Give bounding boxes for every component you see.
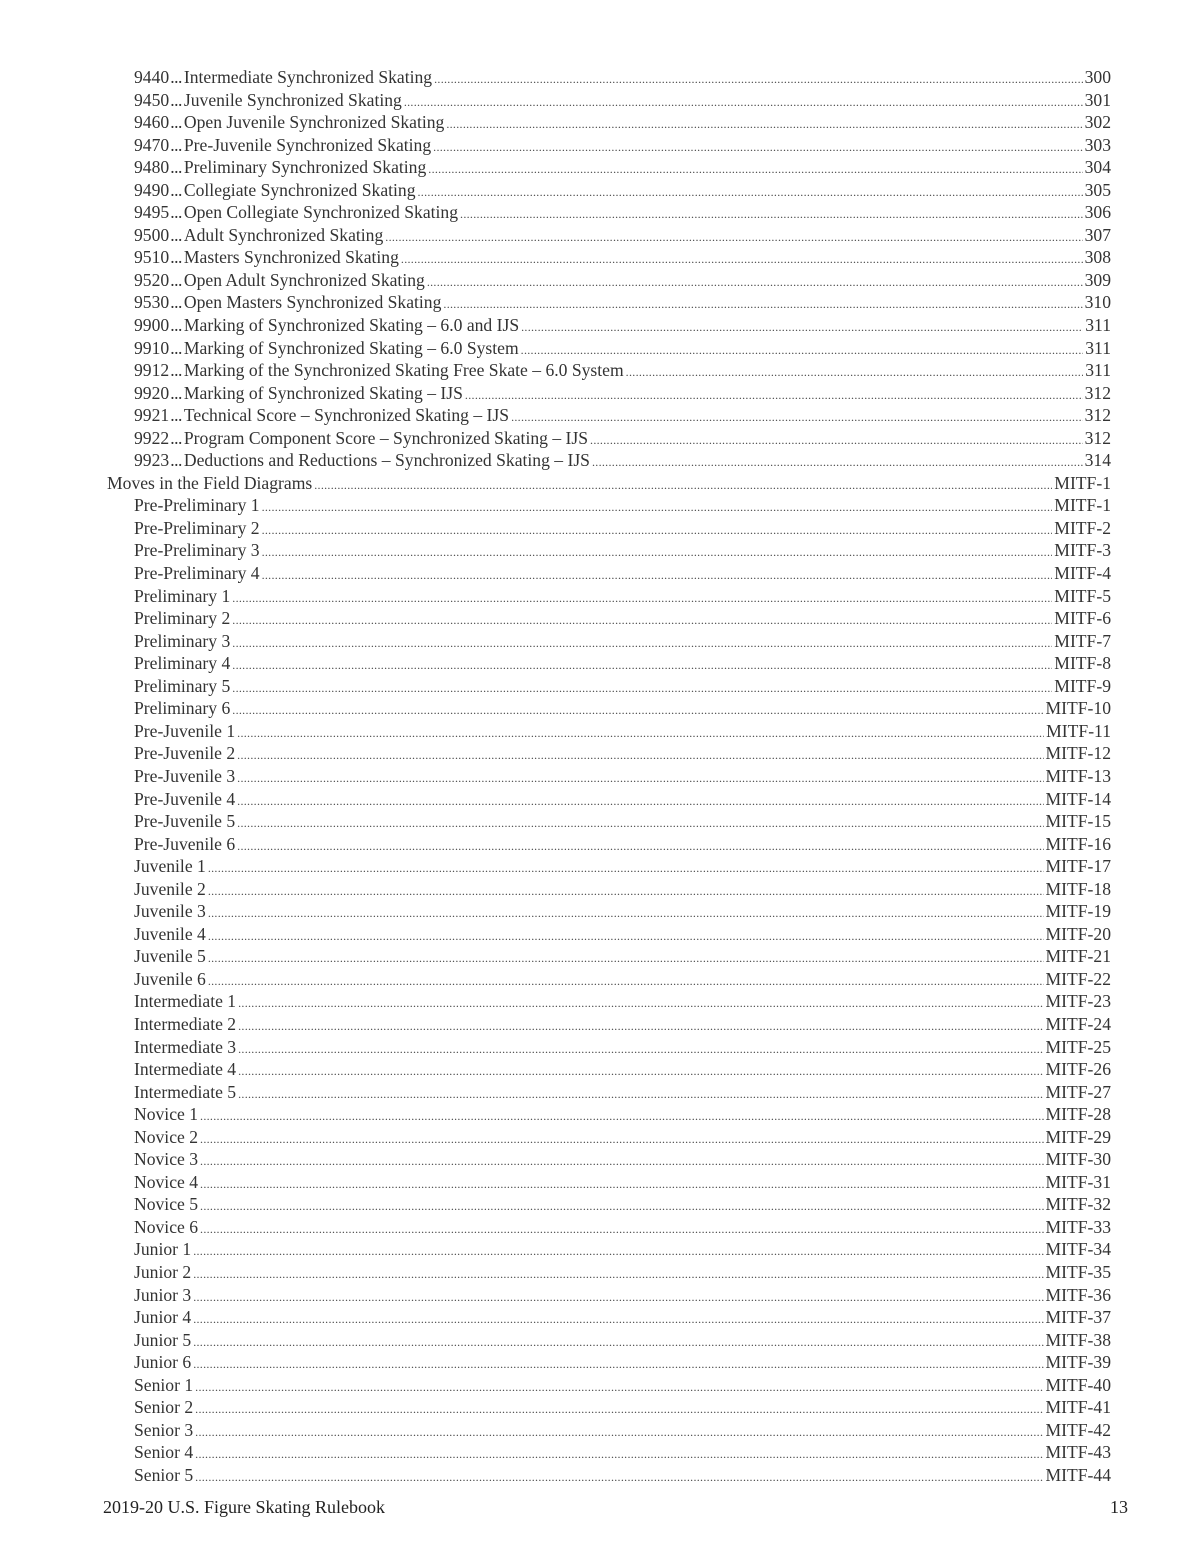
toc-entry-rule-number: 9490 ... bbox=[134, 179, 182, 200]
dot-leader bbox=[238, 1060, 1043, 1083]
toc-entry-title: Preliminary 3 bbox=[134, 630, 231, 651]
toc-entry[interactable] bbox=[107, 111, 1111, 134]
toc-entry-title: Preliminary 4 bbox=[134, 653, 231, 674]
dot-leader bbox=[195, 1421, 1043, 1444]
toc-entry-title: Novice 1 bbox=[134, 1104, 199, 1125]
toc-entry-page: MITF-16 bbox=[1045, 833, 1111, 854]
toc-entry-title: Marking of Synchronized Skating – IJS bbox=[183, 382, 463, 403]
toc-entry-title: Marking of Synchronized Skating – 6.0 and IJS bbox=[183, 315, 520, 336]
toc-entry[interactable] bbox=[107, 472, 1111, 495]
dot-leader bbox=[232, 587, 1052, 610]
toc-entry-page: MITF-13 bbox=[1045, 765, 1111, 786]
toc-entry-page: MITF-36 bbox=[1045, 1284, 1111, 1305]
toc-entry-page: MITF-33 bbox=[1045, 1216, 1111, 1237]
toc-entry-page: MITF-9 bbox=[1054, 675, 1111, 696]
toc-entry-page: MITF-31 bbox=[1045, 1171, 1111, 1192]
toc-entry-title: Intermediate 1 bbox=[134, 991, 237, 1012]
toc-entry-title: Juvenile 3 bbox=[134, 901, 206, 922]
dot-leader bbox=[232, 609, 1052, 632]
toc-entry-title: Pre-Juvenile 4 bbox=[134, 788, 236, 809]
dot-leader bbox=[262, 496, 1053, 519]
dot-leader bbox=[401, 248, 1083, 271]
toc-entry-page: MITF-32 bbox=[1045, 1194, 1111, 1215]
dot-leader bbox=[427, 271, 1083, 294]
dot-leader bbox=[237, 835, 1043, 858]
toc-entry-title: Junior 4 bbox=[134, 1307, 192, 1328]
dot-leader bbox=[237, 744, 1043, 767]
toc-entry-title: Moves in the Field Diagrams bbox=[107, 472, 313, 493]
toc-entry-rule-number: 9922 ... bbox=[134, 427, 182, 448]
toc-entry-title: Juvenile 5 bbox=[134, 946, 206, 967]
toc-entry-title: Open Adult Synchronized Skating bbox=[183, 269, 425, 290]
toc-entry[interactable] bbox=[107, 1419, 1111, 1442]
toc-entry-page: MITF-24 bbox=[1045, 1013, 1111, 1034]
dot-leader bbox=[200, 1105, 1043, 1128]
dot-leader bbox=[232, 677, 1052, 700]
toc-entry-title: Open Masters Synchronized Skating bbox=[183, 292, 442, 313]
dot-leader bbox=[208, 925, 1044, 948]
toc-entry-page: MITF-41 bbox=[1045, 1397, 1111, 1418]
toc-entry[interactable] bbox=[107, 66, 1111, 89]
dot-leader bbox=[443, 293, 1082, 316]
toc-entry[interactable] bbox=[107, 652, 1111, 675]
toc-entry-page: 310 bbox=[1084, 292, 1111, 313]
dot-leader bbox=[521, 316, 1083, 339]
toc-entry-title: Juvenile Synchronized Skating bbox=[183, 89, 402, 110]
dot-leader bbox=[195, 1376, 1043, 1399]
dot-leader bbox=[385, 226, 1082, 249]
toc-entry-title: Pre-Juvenile 1 bbox=[134, 720, 236, 741]
toc-entry-title: Program Component Score – Synchronized Skating – IJS bbox=[183, 427, 589, 448]
footer-page-number: 13 bbox=[1110, 1497, 1128, 1517]
dot-leader bbox=[262, 541, 1053, 564]
toc-entry[interactable] bbox=[107, 201, 1111, 224]
dot-leader bbox=[404, 91, 1083, 114]
toc-entry-title: Junior 3 bbox=[134, 1284, 192, 1305]
toc-entry-title: Deductions and Reductions – Synchronized Skating – IJS bbox=[183, 450, 590, 471]
toc-entry-title: Pre-Juvenile 2 bbox=[134, 743, 236, 764]
toc-entry-page: MITF-10 bbox=[1045, 698, 1111, 719]
toc-entry-page: MITF-4 bbox=[1054, 563, 1111, 584]
toc-entry[interactable] bbox=[107, 1396, 1111, 1419]
toc-entry-title: Juvenile 2 bbox=[134, 878, 206, 899]
toc-entry-page: 304 bbox=[1084, 157, 1111, 178]
toc-entry-page: MITF-28 bbox=[1045, 1104, 1111, 1125]
toc-entry-title: Pre-Preliminary 1 bbox=[134, 495, 260, 516]
dot-leader bbox=[208, 970, 1044, 993]
toc-entry-page: 305 bbox=[1084, 179, 1111, 200]
toc-entry-rule-number: 9450 ... bbox=[134, 89, 182, 110]
toc-entry-title: Senior 4 bbox=[134, 1442, 194, 1463]
toc-entry[interactable] bbox=[107, 630, 1111, 653]
toc-entry-title: Technical Score – Synchronized Skating – IJS bbox=[183, 405, 510, 426]
toc-entry-page: MITF-1 bbox=[1054, 495, 1111, 516]
toc-entry[interactable] bbox=[107, 1013, 1111, 1036]
dot-leader bbox=[590, 429, 1083, 452]
toc-entry-page: MITF-34 bbox=[1045, 1239, 1111, 1260]
toc-entry-rule-number: 9910 ... bbox=[134, 337, 182, 358]
dot-leader bbox=[200, 1173, 1043, 1196]
toc-entry-title: Juvenile 1 bbox=[134, 856, 206, 877]
toc-entry-page: MITF-1 bbox=[1054, 472, 1111, 493]
toc-entry-page: 311 bbox=[1085, 315, 1111, 336]
toc-entry-page: MITF-37 bbox=[1045, 1307, 1111, 1328]
toc-entry[interactable] bbox=[107, 224, 1111, 247]
dot-leader bbox=[460, 203, 1083, 226]
toc-entry-rule-number: 9520 ... bbox=[134, 269, 182, 290]
toc-entry-title: Juvenile 4 bbox=[134, 923, 206, 944]
toc-entry[interactable] bbox=[107, 1329, 1111, 1352]
toc-entry-page: MITF-22 bbox=[1045, 968, 1111, 989]
toc-entry[interactable] bbox=[107, 585, 1111, 608]
dot-leader bbox=[195, 1443, 1043, 1466]
dot-leader bbox=[238, 1038, 1043, 1061]
toc-entry[interactable] bbox=[107, 134, 1111, 157]
toc-entry-title: Senior 3 bbox=[134, 1419, 194, 1440]
toc-entry-page: 311 bbox=[1085, 360, 1111, 381]
toc-entry[interactable] bbox=[107, 1441, 1111, 1464]
toc-entry-title: Pre-Preliminary 3 bbox=[134, 540, 260, 561]
toc-entry-page: MITF-20 bbox=[1045, 923, 1111, 944]
toc-entry-page: 306 bbox=[1084, 202, 1111, 223]
dot-leader bbox=[208, 902, 1044, 925]
toc-entry[interactable] bbox=[107, 923, 1111, 946]
toc-entry[interactable] bbox=[107, 1103, 1111, 1126]
toc-entry-title: Intermediate 3 bbox=[134, 1036, 237, 1057]
toc-entry[interactable] bbox=[107, 742, 1111, 765]
toc-entry-title: Novice 6 bbox=[134, 1216, 199, 1237]
toc-entry-page: MITF-44 bbox=[1045, 1464, 1111, 1485]
dot-leader bbox=[232, 632, 1052, 655]
toc-entry[interactable] bbox=[107, 1193, 1111, 1216]
footer-book-title: 2019-20 U.S. Figure Skating Rulebook bbox=[103, 1497, 385, 1517]
toc-entry[interactable] bbox=[107, 404, 1111, 427]
table-of-contents bbox=[107, 66, 1111, 1486]
toc-entry-rule-number: 9923 ... bbox=[134, 450, 182, 471]
toc-entry-title: Novice 4 bbox=[134, 1171, 199, 1192]
dot-leader bbox=[262, 519, 1053, 542]
toc-entry-rule-number: 9480 ... bbox=[134, 157, 182, 178]
toc-entry-title: Intermediate 4 bbox=[134, 1059, 237, 1080]
toc-entry-page: 300 bbox=[1084, 67, 1111, 87]
toc-entry-page: 308 bbox=[1084, 247, 1111, 268]
dot-leader bbox=[626, 361, 1084, 384]
toc-entry[interactable] bbox=[107, 1284, 1111, 1307]
toc-entry-title: Collegiate Synchronized Skating bbox=[183, 179, 416, 200]
toc-entry[interactable] bbox=[107, 179, 1111, 202]
toc-entry-title: Novice 5 bbox=[134, 1194, 199, 1215]
toc-entry[interactable] bbox=[107, 382, 1111, 405]
toc-entry-page: MITF-27 bbox=[1045, 1081, 1111, 1102]
toc-entry-title: Masters Synchronized Skating bbox=[183, 247, 399, 268]
toc-entry-title: Junior 1 bbox=[134, 1239, 192, 1260]
toc-entry-rule-number: 9500 ... bbox=[134, 224, 182, 245]
toc-entry[interactable] bbox=[107, 720, 1111, 743]
toc-entry[interactable] bbox=[107, 990, 1111, 1013]
toc-entry-page: MITF-18 bbox=[1045, 878, 1111, 899]
toc-entry-rule-number: 9530 ... bbox=[134, 292, 182, 313]
toc-entry-title: Open Juvenile Synchronized Skating bbox=[183, 112, 445, 133]
dot-leader bbox=[238, 992, 1043, 1015]
toc-entry[interactable] bbox=[107, 1148, 1111, 1171]
toc-entry-page: MITF-3 bbox=[1054, 540, 1111, 561]
toc-entry[interactable] bbox=[107, 314, 1111, 337]
toc-entry-page: MITF-30 bbox=[1045, 1149, 1111, 1170]
toc-entry-rule-number: 9440 ... bbox=[134, 67, 182, 87]
toc-entry-page: MITF-6 bbox=[1054, 608, 1111, 629]
dot-leader bbox=[193, 1353, 1043, 1376]
toc-entry-page: MITF-35 bbox=[1045, 1261, 1111, 1282]
toc-entry-page: MITF-25 bbox=[1045, 1036, 1111, 1057]
toc-entry-page: MITF-21 bbox=[1045, 946, 1111, 967]
toc-entry-page: 307 bbox=[1084, 224, 1111, 245]
toc-entry-title: Pre-Preliminary 4 bbox=[134, 563, 260, 584]
toc-entry[interactable] bbox=[107, 1036, 1111, 1059]
dot-leader bbox=[195, 1398, 1043, 1421]
toc-entry[interactable] bbox=[107, 449, 1111, 472]
toc-entry[interactable] bbox=[107, 1351, 1111, 1374]
toc-entry-page: MITF-26 bbox=[1045, 1059, 1111, 1080]
toc-entry[interactable] bbox=[107, 945, 1111, 968]
toc-entry-rule-number: 9460 ... bbox=[134, 112, 182, 133]
toc-entry-title: Novice 3 bbox=[134, 1149, 199, 1170]
toc-entry-page: MITF-39 bbox=[1045, 1352, 1111, 1373]
toc-entry[interactable] bbox=[107, 1058, 1111, 1081]
toc-entry-title: Preliminary Synchronized Skating bbox=[183, 157, 427, 178]
dot-leader bbox=[200, 1195, 1043, 1218]
toc-entry-title: Juvenile 6 bbox=[134, 968, 206, 989]
dot-leader bbox=[200, 1128, 1043, 1151]
toc-entry[interactable] bbox=[107, 675, 1111, 698]
toc-entry-page: MITF-14 bbox=[1045, 788, 1111, 809]
dot-leader bbox=[195, 1466, 1043, 1489]
dot-leader bbox=[237, 812, 1043, 835]
toc-entry-page: MITF-42 bbox=[1045, 1419, 1111, 1440]
dot-leader bbox=[193, 1308, 1043, 1331]
toc-entry-title: Preliminary 2 bbox=[134, 608, 231, 629]
toc-entry-page: 301 bbox=[1084, 89, 1111, 110]
toc-entry[interactable] bbox=[107, 1306, 1111, 1329]
toc-entry[interactable] bbox=[107, 562, 1111, 585]
toc-entry-page: MITF-5 bbox=[1054, 585, 1111, 606]
toc-entry-page: 312 bbox=[1084, 382, 1111, 403]
toc-entry-page: 309 bbox=[1084, 269, 1111, 290]
toc-entry-page: 311 bbox=[1085, 337, 1111, 358]
toc-entry-page: 312 bbox=[1084, 427, 1111, 448]
dot-leader bbox=[232, 699, 1043, 722]
toc-entry[interactable] bbox=[107, 494, 1111, 517]
toc-entry[interactable] bbox=[107, 788, 1111, 811]
toc-entry-title: Intermediate Synchronized Skating bbox=[183, 67, 433, 87]
toc-entry-rule-number: 9900 ... bbox=[134, 315, 182, 336]
toc-entry-rule-number: 9921 ... bbox=[134, 405, 182, 426]
dot-leader bbox=[238, 1015, 1043, 1038]
toc-entry-title: Marking of Synchronized Skating – 6.0 System bbox=[183, 337, 519, 358]
dot-leader bbox=[232, 654, 1052, 677]
toc-entry[interactable] bbox=[107, 607, 1111, 630]
toc-entry-rule-number: 9495 ... bbox=[134, 202, 182, 223]
toc-entry-title: Pre-Preliminary 2 bbox=[134, 517, 260, 538]
toc-entry-title: Novice 2 bbox=[134, 1126, 199, 1147]
toc-entry-page: MITF-7 bbox=[1054, 630, 1111, 651]
dot-leader bbox=[511, 406, 1083, 429]
toc-entry-page: MITF-19 bbox=[1045, 901, 1111, 922]
dot-leader bbox=[465, 384, 1083, 407]
toc-entry-title: Pre-Juvenile Synchronized Skating bbox=[183, 134, 432, 155]
toc-entry[interactable] bbox=[107, 833, 1111, 856]
dot-leader bbox=[208, 947, 1044, 970]
toc-entry-title: Preliminary 5 bbox=[134, 675, 231, 696]
dot-leader bbox=[208, 857, 1044, 880]
toc-entry-title: Senior 1 bbox=[134, 1374, 194, 1395]
dot-leader bbox=[428, 158, 1082, 181]
toc-entry[interactable] bbox=[107, 878, 1111, 901]
dot-leader bbox=[200, 1218, 1043, 1241]
toc-entry[interactable] bbox=[107, 156, 1111, 179]
dot-leader bbox=[237, 767, 1043, 790]
toc-entry[interactable] bbox=[107, 1238, 1111, 1261]
toc-entry[interactable] bbox=[107, 968, 1111, 991]
toc-entry[interactable] bbox=[107, 1374, 1111, 1397]
dot-leader bbox=[237, 722, 1044, 745]
dot-leader bbox=[446, 113, 1082, 136]
toc-entry-title: Intermediate 2 bbox=[134, 1013, 237, 1034]
dot-leader bbox=[208, 880, 1044, 903]
toc-entry[interactable] bbox=[107, 246, 1111, 269]
toc-entry-page: MITF-43 bbox=[1045, 1442, 1111, 1463]
dot-leader bbox=[262, 564, 1053, 587]
toc-entry[interactable] bbox=[107, 427, 1111, 450]
toc-entry[interactable] bbox=[107, 359, 1111, 382]
dot-leader bbox=[238, 1083, 1043, 1106]
dot-leader bbox=[193, 1263, 1043, 1286]
dot-leader bbox=[592, 451, 1083, 474]
toc-entry-title: Adult Synchronized Skating bbox=[183, 224, 384, 245]
toc-entry[interactable] bbox=[107, 539, 1111, 562]
dot-leader bbox=[521, 339, 1084, 362]
dot-leader bbox=[193, 1331, 1043, 1354]
toc-entry-page: MITF-8 bbox=[1054, 653, 1111, 674]
toc-entry-page: 302 bbox=[1084, 112, 1111, 133]
toc-entry[interactable] bbox=[107, 900, 1111, 923]
dot-leader bbox=[314, 474, 1052, 497]
toc-entry-title: Pre-Juvenile 3 bbox=[134, 765, 236, 786]
toc-entry-page: MITF-11 bbox=[1046, 720, 1111, 741]
dot-leader bbox=[433, 136, 1082, 159]
toc-entry-title: Marking of the Synchronized Skating Free Skate – 6.0 System bbox=[183, 360, 624, 381]
toc-entry[interactable] bbox=[107, 89, 1111, 112]
toc-entry[interactable] bbox=[107, 1126, 1111, 1149]
toc-entry[interactable] bbox=[107, 291, 1111, 314]
toc-entry-rule-number: 9920 ... bbox=[134, 382, 182, 403]
toc-entry-page: MITF-17 bbox=[1045, 856, 1111, 877]
toc-entry-title: Senior 2 bbox=[134, 1397, 194, 1418]
toc-entry[interactable] bbox=[107, 855, 1111, 878]
dot-leader bbox=[193, 1240, 1043, 1263]
toc-entry[interactable] bbox=[107, 517, 1111, 540]
toc-entry-rule-number: 9470 ... bbox=[134, 134, 182, 155]
toc-entry-page: MITF-15 bbox=[1045, 811, 1111, 832]
toc-entry[interactable] bbox=[107, 765, 1111, 788]
dot-leader bbox=[434, 68, 1083, 91]
dot-leader bbox=[418, 181, 1083, 204]
toc-entry-title: Pre-Juvenile 6 bbox=[134, 833, 236, 854]
toc-entry[interactable] bbox=[107, 1171, 1111, 1194]
toc-entry-page: MITF-29 bbox=[1045, 1126, 1111, 1147]
page-footer bbox=[103, 1497, 1128, 1518]
toc-entry-title: Open Collegiate Synchronized Skating bbox=[183, 202, 459, 223]
toc-entry[interactable] bbox=[107, 1261, 1111, 1284]
toc-entry-title: Junior 2 bbox=[134, 1261, 192, 1282]
toc-entry-title: Junior 5 bbox=[134, 1329, 192, 1350]
toc-entry-page: MITF-38 bbox=[1045, 1329, 1111, 1350]
toc-entry[interactable] bbox=[107, 1464, 1111, 1487]
toc-entry-page: 314 bbox=[1084, 450, 1111, 471]
toc-entry-title: Pre-Juvenile 5 bbox=[134, 811, 236, 832]
toc-entry-title: Senior 5 bbox=[134, 1464, 194, 1485]
toc-entry[interactable] bbox=[107, 1216, 1111, 1239]
toc-entry-title: Preliminary 1 bbox=[134, 585, 231, 606]
dot-leader bbox=[237, 790, 1043, 813]
toc-entry[interactable] bbox=[107, 1081, 1111, 1104]
toc-entry-page: MITF-23 bbox=[1045, 991, 1111, 1012]
dot-leader bbox=[193, 1286, 1043, 1309]
toc-entry[interactable] bbox=[107, 269, 1111, 292]
toc-entry-rule-number: 9912 ... bbox=[134, 360, 182, 381]
toc-entry-rule-number: 9510 ... bbox=[134, 247, 182, 268]
toc-entry[interactable] bbox=[107, 810, 1111, 833]
dot-leader bbox=[200, 1150, 1043, 1173]
toc-entry[interactable] bbox=[107, 697, 1111, 720]
toc-entry-page: 312 bbox=[1084, 405, 1111, 426]
toc-entry-page: MITF-2 bbox=[1054, 517, 1111, 538]
toc-entry-page: 303 bbox=[1084, 134, 1111, 155]
toc-entry-title: Junior 6 bbox=[134, 1352, 192, 1373]
toc-entry[interactable] bbox=[107, 337, 1111, 360]
toc-entry-page: MITF-12 bbox=[1045, 743, 1111, 764]
toc-entry-title: Intermediate 5 bbox=[134, 1081, 237, 1102]
toc-entry-page: MITF-40 bbox=[1045, 1374, 1111, 1395]
toc-entry-title: Preliminary 6 bbox=[134, 698, 231, 719]
